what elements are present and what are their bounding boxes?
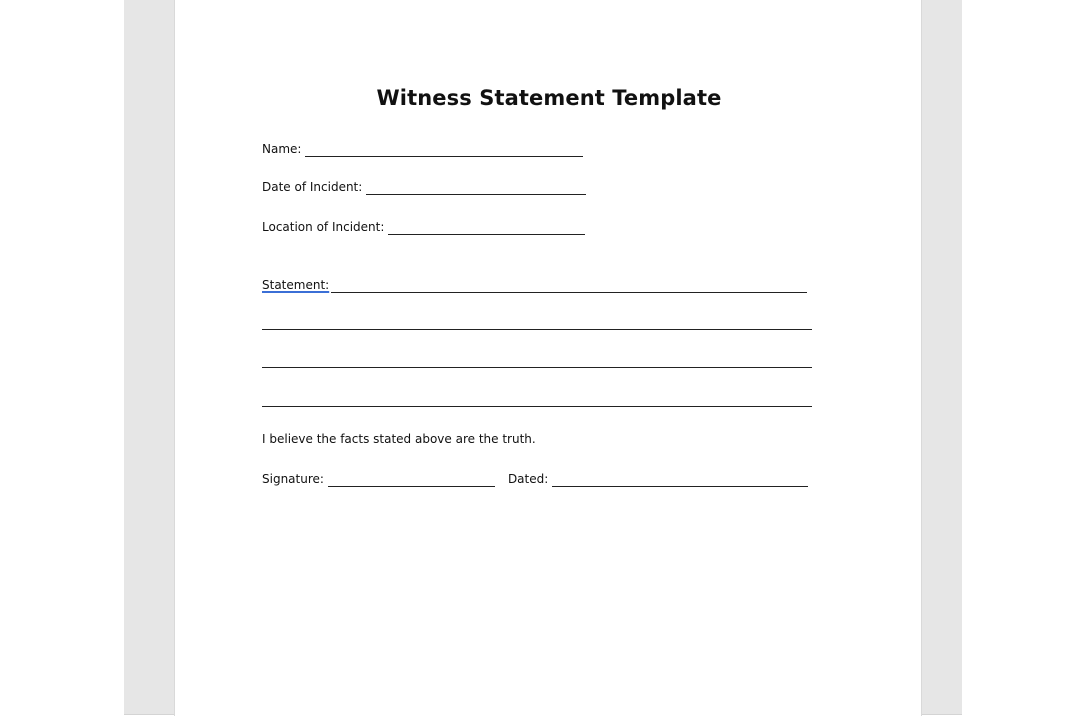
signature-field xyxy=(262,471,808,487)
date-of-incident-field xyxy=(262,179,586,195)
dated-label: Dated: xyxy=(507,472,549,486)
document-title: Witness Statement Template xyxy=(376,86,722,110)
location-of-incident-label: Location of Incident: xyxy=(262,220,385,234)
statement-label: Statement: xyxy=(262,278,330,292)
name-input-line[interactable] xyxy=(305,143,583,157)
declaration-text: I believe the facts stated above are the truth. xyxy=(262,432,536,446)
signature-label: Signature: xyxy=(262,472,324,486)
signature-input-line[interactable] xyxy=(328,473,495,487)
statement-input-line-1[interactable] xyxy=(331,279,807,293)
statement-input-line-3[interactable] xyxy=(262,367,812,368)
statement-field xyxy=(262,277,807,293)
location-of-incident-input-line[interactable] xyxy=(388,221,585,235)
statement-input-line-2[interactable] xyxy=(262,329,812,330)
name-label: Name: xyxy=(262,142,302,156)
location-of-incident-field xyxy=(262,219,585,235)
statement-input-line-4[interactable] xyxy=(262,406,812,407)
date-of-incident-input-line[interactable] xyxy=(366,181,586,195)
date-of-incident-label: Date of Incident: xyxy=(262,180,363,194)
name-field xyxy=(262,141,583,157)
document-page xyxy=(174,0,922,716)
dated-input-line[interactable] xyxy=(552,473,808,487)
